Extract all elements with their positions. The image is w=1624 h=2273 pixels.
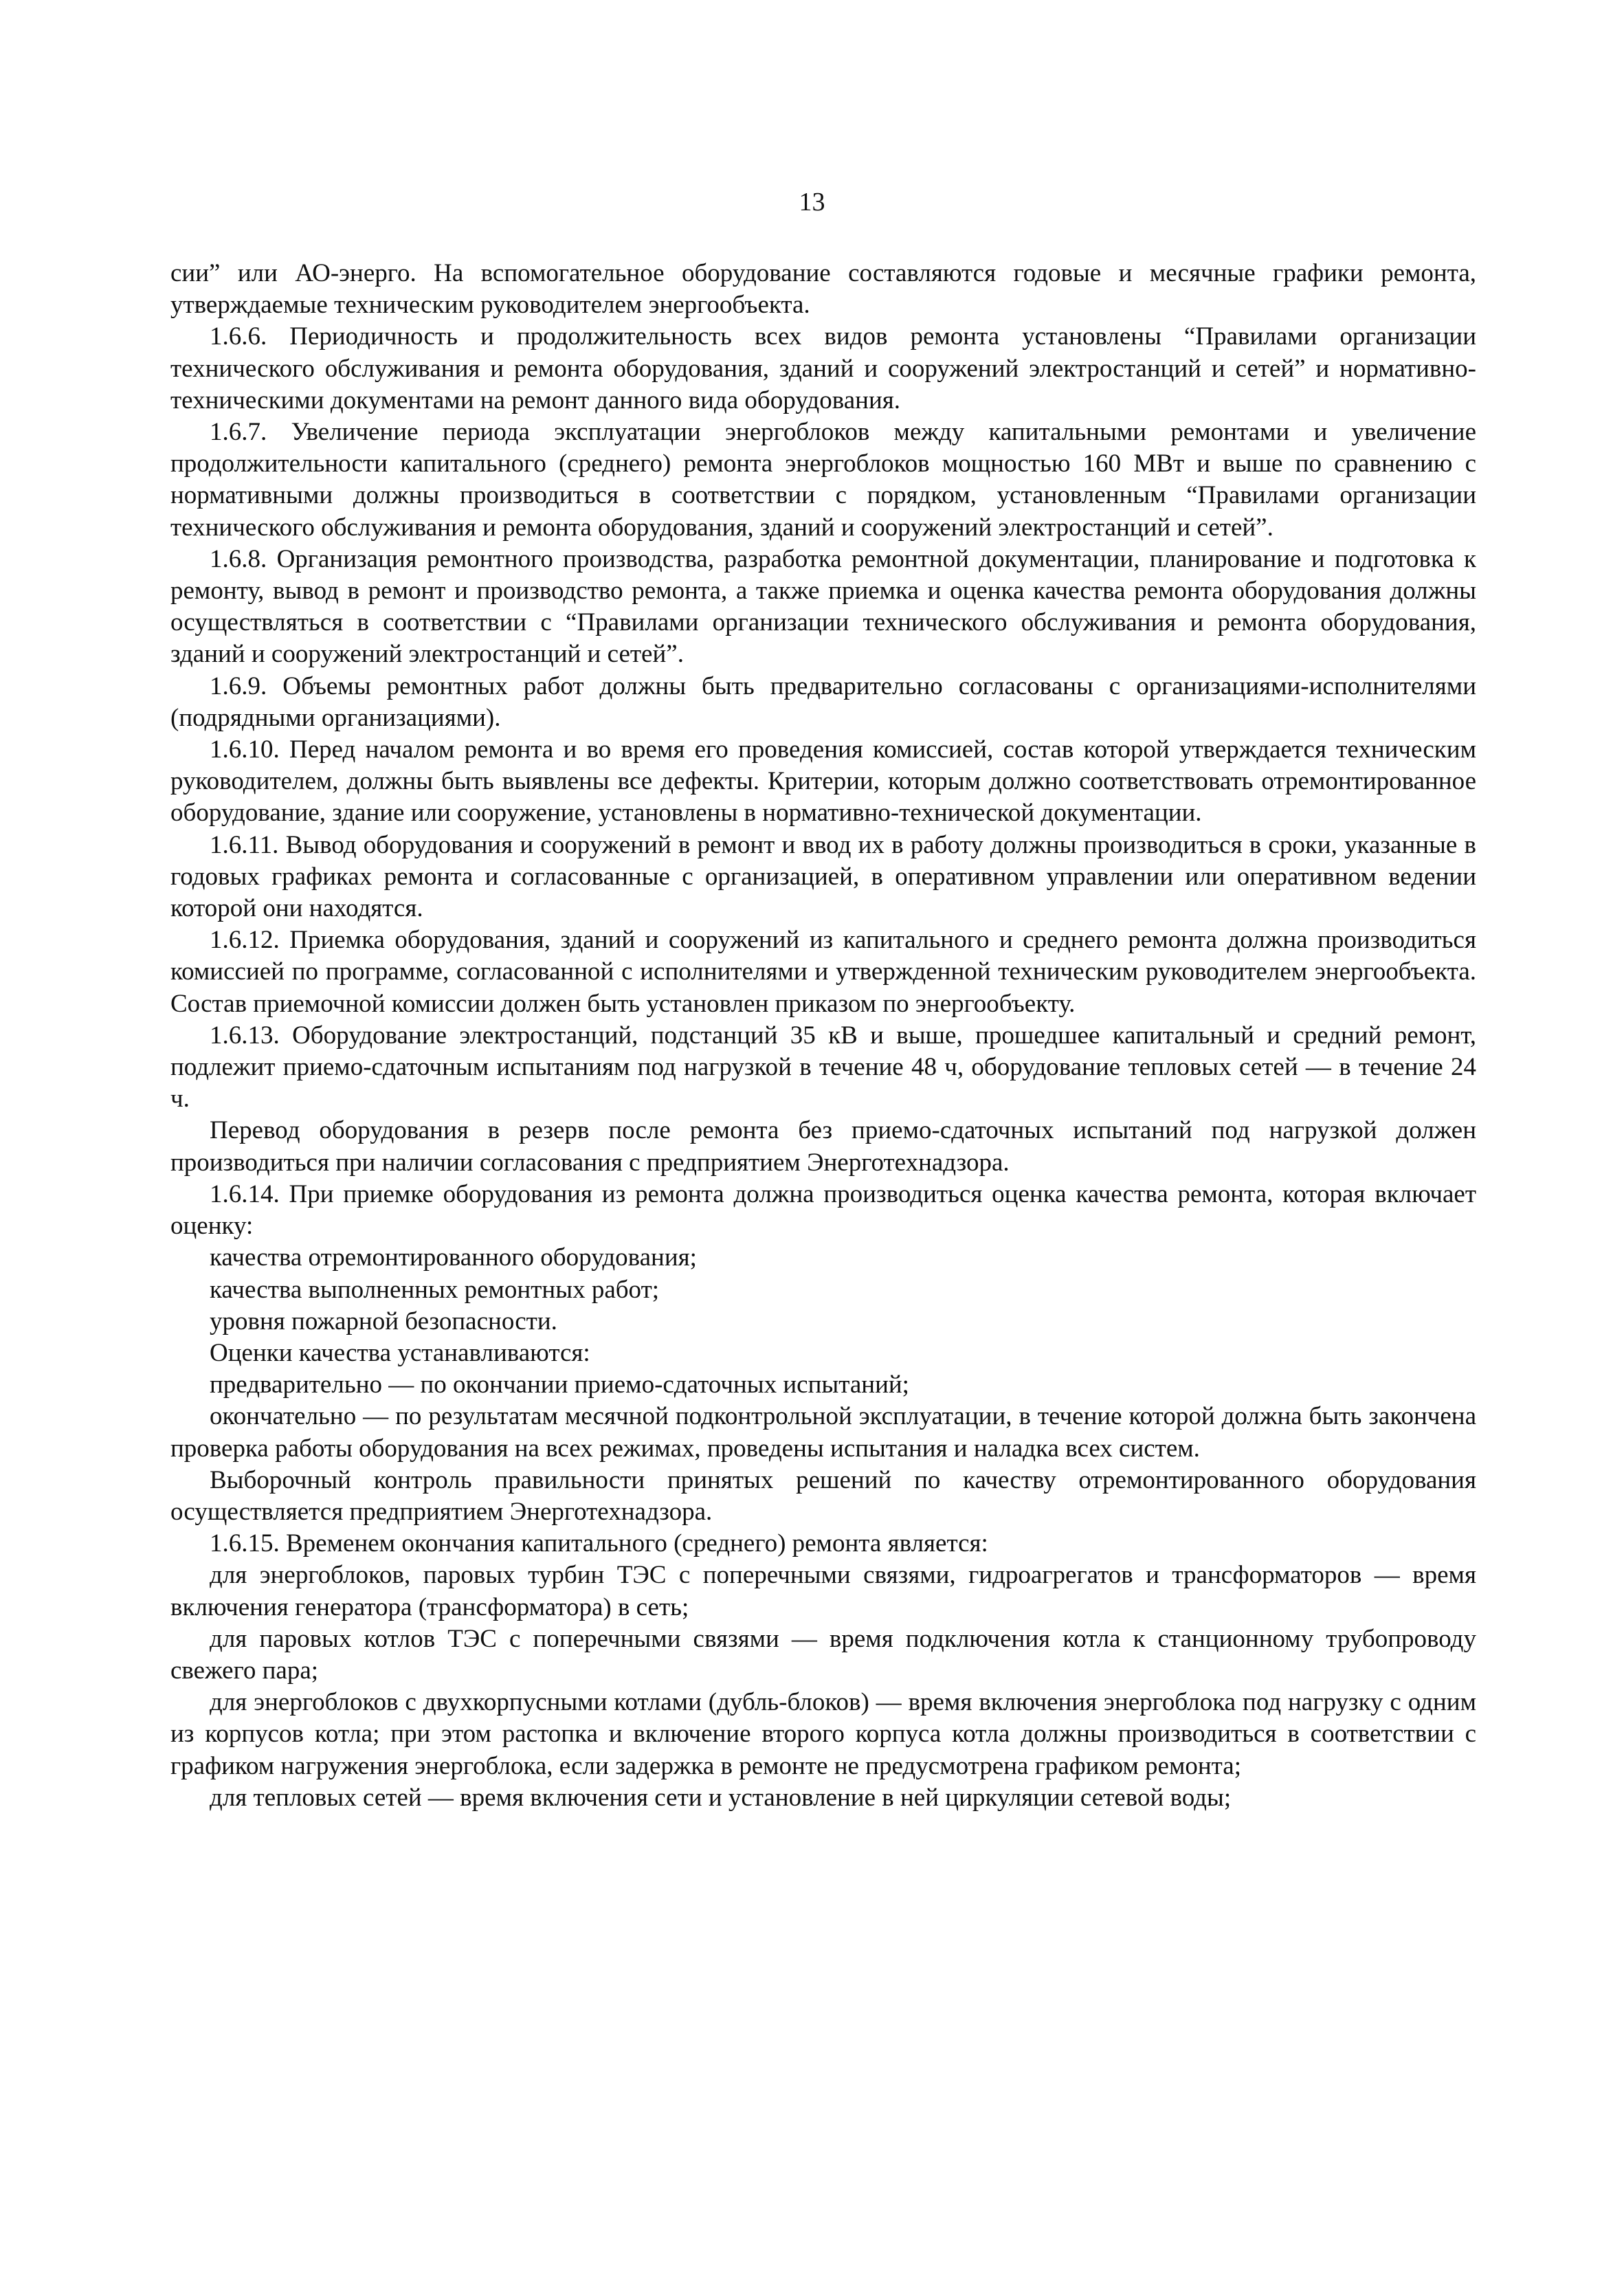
- list-item: для тепловых сетей — время включения сети и установление в ней циркуляции сетевой воды;: [210, 1783, 1232, 1812]
- page-number: 13: [799, 188, 825, 217]
- paragraph: 1.6.6. Периодичность и продолжительность всех видов ремонта установлены “Правилами организации технического обслуживания и ремонта оборудования, зданий и сооружений электростанций и сетей” и нормативно-техническими документами на ремонт данного вида оборудования.: [170, 322, 1476, 414]
- paragraph: 1.6.13. Оборудование электростанций, подстанций 35 кВ и выше, прошедшее капитальный и средний ремонт, подлежит приемо-сдаточным испытаниям под нагрузкой в течение 48 ч, оборудование тепловых сетей — в течение 24 ч.: [170, 1021, 1476, 1113]
- paragraph: 1.6.10. Перед началом ремонта и во время его проведения комиссией, состав которой утверждается техническим руководителем, должны быть выявлены все дефекты. Критерии, которым должно соответствовать отремонтированное оборудование, здание или сооружение, установлены в нормативно-технической документации.: [170, 735, 1476, 828]
- list-item: качества выполненных ремонтных работ;: [210, 1275, 660, 1304]
- list-item: качества отремонтированного оборудования;: [210, 1243, 697, 1272]
- list-item: для энергоблоков, паровых турбин ТЭС с поперечными связями, гидроагрегатов и трансформаторов — время включения генератора (трансформатора) в сеть;: [170, 1561, 1476, 1621]
- paragraph: Оценки качества устанавливаются:: [210, 1338, 590, 1367]
- paragraph: Перевод оборудования в резерв после ремонта без приемо-сдаточных испытаний под нагрузкой должен производиться при наличии согласования с предприятием Энерготехнадзора.: [170, 1116, 1476, 1177]
- list-item: для энергоблоков с двухкорпусными котлами (дубль-блоков) — время включения энергоблока под нагрузку с одним из корпусов котла; при этом растопка и включение второго корпуса котла должны производиться в соответствии с графиком нагружения энергоблока, если задержка в ремонте не предусмотрена графиком ремонта;: [170, 1688, 1476, 1780]
- list-item: уровня пожарной безопасности.: [210, 1307, 557, 1335]
- paragraph: 1.6.15. Временем окончания капитального (среднего) ремонта является:: [210, 1529, 988, 1558]
- list-item: предварительно — по окончании приемо-сдаточных испытаний;: [210, 1371, 909, 1399]
- paragraph: сии” или АО-энерго. На вспомогательное оборудование составляются годовые и месячные графики ремонта, утверждаемые техническим руководителем энергообъекта.: [170, 259, 1476, 320]
- list-item: окончательно — по результатам месячной подконтрольной эксплуатации, в течение которой должна быть закончена проверка работы оборудования на всех режимах, проведены испытания и наладка всех систем.: [170, 1402, 1476, 1463]
- paragraph: 1.6.12. Приемка оборудования, зданий и сооружений из капитального и среднего ремонта должна производиться комиссией по программе, согласованной с исполнителями и утвержденной техническим руководителем энергообъекта. Состав приемочной комиссии должен быть установлен приказом по энергообъекту.: [170, 926, 1476, 1018]
- paragraph: 1.6.11. Вывод оборудования и сооружений в ремонт и ввод их в работу должны производиться в сроки, указанные в годовых графиках ремонта и согласованные с организацией, в оперативном управлении или оперативном ведении которой они находятся.: [170, 830, 1476, 923]
- paragraph: Выборочный контроль правильности принятых решений по качеству отремонтированного оборудования осуществляется предприятием Энерготехнадзора.: [170, 1465, 1476, 1526]
- paragraph: 1.6.8. Организация ремонтного производства, разработка ремонтной документации, планирование и подготовка к ремонту, вывод в ремонт и производство ремонта, а также приемка и оценка качества ремонта оборудования должны осуществляться в соответствии с “Правилами организации технического обслуживания и ремонта оборудования, зданий и сооружений электростанций и сетей”.: [170, 544, 1476, 669]
- body-text: [170, 258, 1476, 1814]
- list-item: для паровых котлов ТЭС с поперечными связями — время подключения котла к станционному трубопроводу свежего пара;: [170, 1624, 1476, 1685]
- paragraph: 1.6.7. Увеличение периода эксплуатации энергоблоков между капитальными ремонтами и увеличение продолжительности капитального (среднего) ремонта энергоблоков мощностью 160 МВт и выше по сравнению с нормативными должны производиться в соответствии с порядком, установленным “Правилами организации технического обслуживания и ремонта оборудования, зданий и сооружений электростанций и сетей”.: [170, 418, 1476, 542]
- paragraph: 1.6.9. Объемы ремонтных работ должны быть предварительно согласованы с организациями-исполнителями (подрядными организациями).: [170, 672, 1476, 732]
- paragraph: 1.6.14. При приемке оборудования из ремонта должна производиться оценка качества ремонта, которая включает оценку:: [170, 1179, 1476, 1241]
